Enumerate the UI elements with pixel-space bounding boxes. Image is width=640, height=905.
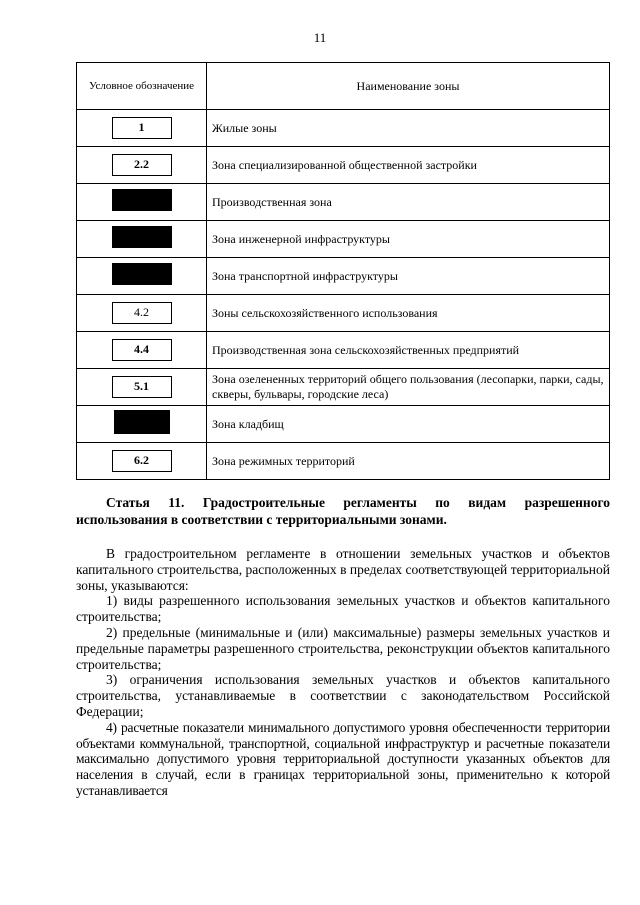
zone-name: Зона транспортной инфраструктуры — [207, 258, 610, 295]
zone-symbol: 2.2 — [112, 154, 172, 176]
zone-symbol: 1 — [112, 117, 172, 139]
paragraph: 4) расчетные показатели минимального допустимого уровня обеспеченности территории объектами коммунальной, транспортной, социальной инфраструктур и расчетные показатели максимально допустимого уровня территориальной доступности указанных объектов для населения в случай, если в границах территориальной зоны, применительно к которой устанавливается — [76, 719, 610, 798]
zone-symbol: 5.1 — [112, 376, 172, 398]
zone-name: Зона специализированной общественной застройки — [207, 147, 610, 184]
table-row — [77, 369, 610, 406]
table-header-row — [77, 63, 610, 110]
table-row — [77, 406, 610, 443]
paragraph: В градостроительном регламенте в отношении земельных участков и объектов капитального строительства, расположенных в пределах соответствующей территориальной зоны, указываются: — [76, 546, 610, 593]
header-symbol: Условное обозначение — [77, 63, 207, 110]
zone-symbol-filled — [112, 189, 172, 211]
table-row — [77, 110, 610, 147]
zones-table — [76, 62, 610, 480]
zone-symbol: 6.2 — [112, 450, 172, 472]
zone-name: Зона кладбищ — [207, 406, 610, 443]
zone-symbol: 4.2 — [112, 302, 172, 324]
paragraph: 3) ограничения использования земельных участков и объектов капитального строительства, устанавливаемые в соответствии с законодательством Российской Федерации; — [76, 672, 610, 719]
zone-name: Зоны сельскохозяйственного использования — [207, 295, 610, 332]
zone-symbol-filled — [112, 226, 172, 248]
zone-name: Зона инженерной инфраструктуры — [207, 221, 610, 258]
zone-name: Производственная зона — [207, 184, 610, 221]
table-row — [77, 147, 610, 184]
zone-symbol: 4.4 — [112, 339, 172, 361]
paragraph: 2) предельные (минимальные и (или) максимальные) размеры земельных участков и предельные параметры разрешенного строительства, реконструкции объектов капитального строительства; — [76, 624, 610, 672]
article-title: Статья 11. Градостроительные регламенты по видам разрешенного использования в соответствии с территориальными зонами. — [76, 495, 610, 527]
zone-symbol-filled — [114, 410, 170, 434]
header-zone-name: Наименование зоны — [207, 63, 610, 110]
table-row — [77, 443, 610, 480]
zone-symbol-filled — [112, 263, 172, 285]
zone-name: Производственная зона сельскохозяйственных предприятий — [207, 332, 610, 369]
zone-name: Жилые зоны — [207, 110, 610, 147]
table-row — [77, 221, 610, 258]
table-row — [77, 295, 610, 332]
page-number: 11 — [313, 30, 327, 45]
paragraph: 1) виды разрешенного использования земельных участков и объектов капитального строительства; — [76, 593, 610, 625]
table-row — [77, 332, 610, 369]
table-row — [77, 258, 610, 295]
zone-name: Зона озелененных территорий общего пользования (лесопарки, парки, сады, скверы, бульвары, городские леса) — [207, 369, 610, 406]
table-row — [77, 184, 610, 221]
zone-name: Зона режимных территорий — [207, 443, 610, 480]
article-body — [76, 546, 610, 799]
